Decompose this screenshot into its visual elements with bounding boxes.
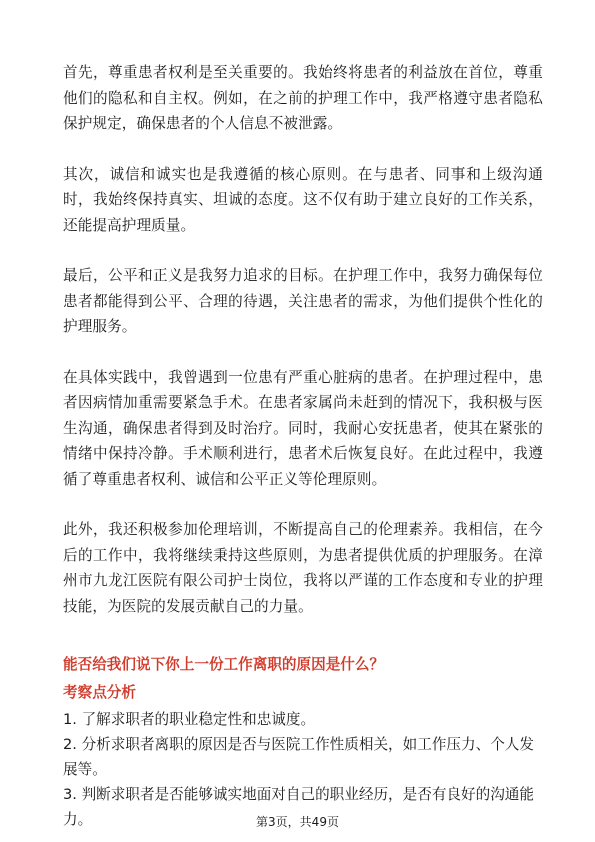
paragraph-fairness: 最后，公平和正义是我努力追求的目标。在护理工作中，我努力确保每位患者都能得到公平、合理的待遇，关注患者的需求，为他们提供个性化的护理服务。	[63, 267, 543, 335]
analysis-item: 2. 分析求职者离职的原因是否与医院工作性质相关，如工作压力、个人发展等。	[63, 736, 534, 778]
paragraph-practice-example: 在具体实践中，我曾遇到一位患有严重心脏病的患者。在护理过程中，患者因病情加重需要紧急手术。在患者家属尚未赶到的情况下，我积极与医生沟通，确保患者得到及时治疗。同时，我耐心安抚患者，使其在紧张的情绪中保持冷静。手术顺利进行，患者术后恢复良好。在此过程中，我遵循了尊重患者权利、诚信和公平正义等伦理原则。	[63, 368, 543, 488]
analysis-title: 考察点分析	[63, 684, 136, 701]
body-content	[63, 60, 543, 644]
paragraph-integrity: 其次，诚信和诚实也是我遵循的核心原则。在与患者、同事和上级沟通时，我始终保持真实、坦诚的态度。这不仅有助于建立良好的工作关系，还能提高护理质量。	[63, 165, 543, 234]
analysis-item: 1. 了解求职者的职业稳定性和忠诚度。	[63, 711, 316, 728]
page-number: 第3页，共49页	[256, 815, 339, 829]
interview-question: 能否给我们说下你上一份工作离职的原因是什么？	[63, 656, 385, 673]
paragraph-conclusion: 此外，我还积极参加伦理培训，不断提高自己的伦理素养。我相信，在今后的工作中，我将继续秉持这些原则，为患者提供优质的护理服务。在漳州市九龙江医院有限公司护士岗位，我将以严谨的工作态度和专业的护理技能，为医院的发展贡献自己的力量。	[63, 521, 543, 615]
analysis-item: 3. 判断求职者是否能够诚实地面对自己的职业经历，是否有良好的沟通能力。	[63, 786, 534, 828]
paragraph-respect: 首先，尊重患者权利是至关重要的。我始终将患者的利益放在首位，尊重他们的隐私和自主权。例如，在之前的护理工作中，我严格遵守患者隐私保护规定，确保患者的个人信息不被泄露。	[63, 64, 543, 132]
